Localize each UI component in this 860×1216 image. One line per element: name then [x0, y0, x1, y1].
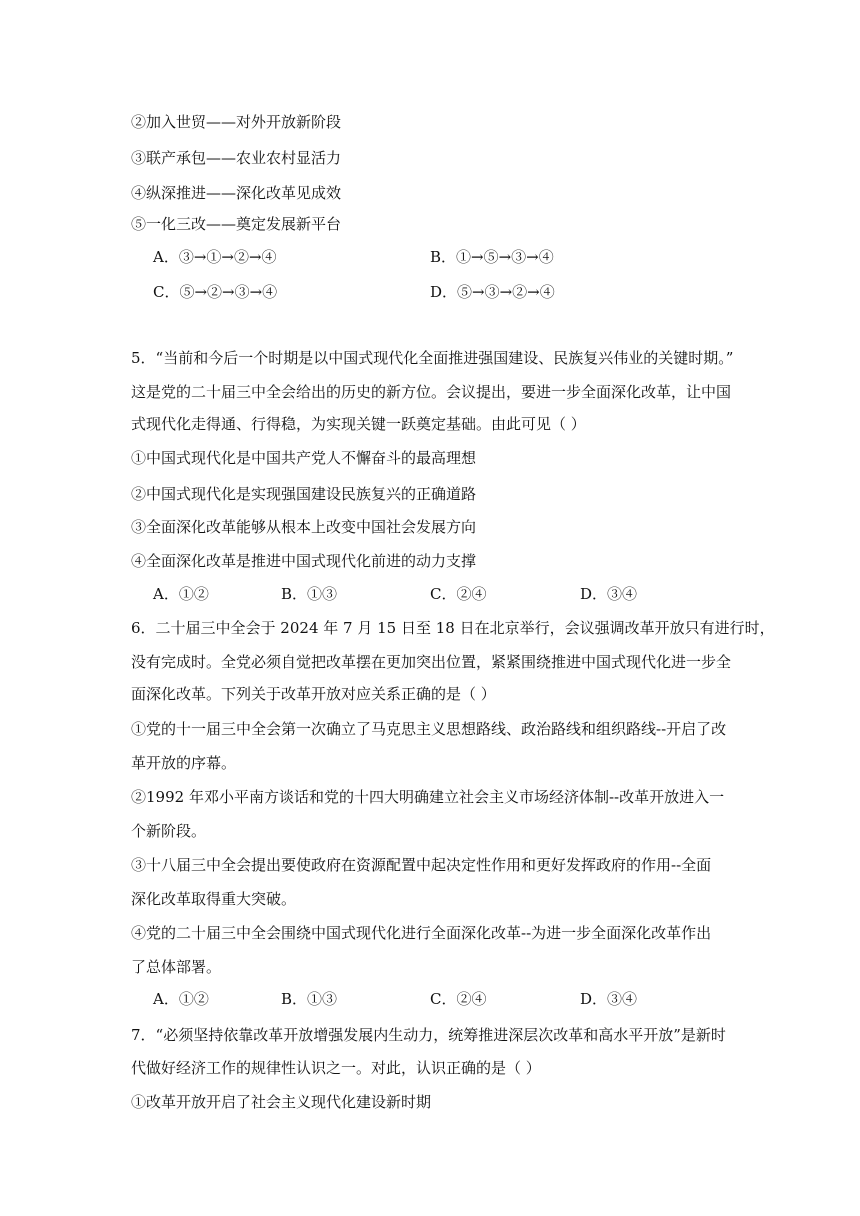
q6-item-4-line-2: 了总体部署。	[131, 958, 222, 976]
q4-option-c[interactable]: C．⑤→②→③→④	[153, 283, 278, 301]
q6-option-a[interactable]: A．①②	[153, 990, 209, 1008]
q5-stem-line-3: 式现代化走得通、行得稳，为实现关键一跃奠定基础。由此可见（ ）	[131, 415, 586, 433]
q6-option-d[interactable]: D．③④	[580, 990, 638, 1008]
q7-stem-line-2: 代做好经济工作的规律性认识之一。对此，认识正确的是（ ）	[131, 1059, 541, 1077]
q6-stem-line-3: 面深化改革。下列关于改革开放对应关系正确的是（ ）	[131, 685, 496, 703]
q6-item-2-line-2: 个新阶段。	[131, 822, 207, 840]
q6-item-4-line-1: ④党的二十届三中全会围绕中国式现代化进行全面深化改革--为进一步全面深化改革作出	[131, 924, 712, 942]
q5-option-a[interactable]: A．①②	[153, 585, 209, 603]
q5-item-2: ②中国式现代化是实现强国建设民族复兴的正确道路	[131, 485, 477, 503]
q5-option-b[interactable]: B．①③	[281, 585, 338, 603]
q6-item-3-line-2: 深化改革取得重大突破。	[131, 890, 297, 908]
q4-option-b[interactable]: B．①→⑤→③→④	[430, 248, 554, 266]
q5-stem-line-2: 这是党的二十届三中全会给出的历史的新方位。会议提出，要进一步全面深化改革，让中国	[131, 383, 732, 401]
q4-item-5: ⑤一化三改——奠定发展新平台	[131, 215, 342, 233]
q5-option-c[interactable]: C．②④	[430, 585, 487, 603]
q7-stem-line-1: 7．“必须坚持依靠改革开放增强发展内生动力，统筹推进深层次改革和高水平开放”是新时	[131, 1026, 726, 1044]
q4-option-d[interactable]: D．⑤→③→②→④	[430, 283, 555, 301]
q5-item-4: ④全面深化改革是推进中国式现代化前进的动力支撑	[131, 552, 477, 570]
q6-stem-line-2: 没有完成时。全党必须自觉把改革摆在更加突出位置，紧紧围绕推进中国式现代化进一步全	[131, 653, 732, 671]
q6-stem-line-1: 6．二十届三中全会于 2024 年 7 月 15 日至 18 日在北京举行，会议强调改革开放只有进行时，	[131, 619, 775, 637]
q6-option-b[interactable]: B．①③	[281, 990, 338, 1008]
q4-item-3: ③联产承包——农业农村显活力	[131, 149, 342, 167]
q7-item-1: ①改革开放开启了社会主义现代化建设新时期	[131, 1093, 432, 1111]
q5-stem-line-1: 5．“当前和今后一个时期是以中国式现代化全面推进强国建设、民族复兴伟业的关键时期。”	[131, 349, 734, 367]
q6-item-3-line-1: ③十八届三中全会提出要使政府在资源配置中起决定性作用和更好发挥政府的作用--全面	[131, 856, 712, 874]
q5-item-3: ③全面深化改革能够从根本上改变中国社会发展方向	[131, 518, 477, 536]
q4-item-2: ②加入世贸——对外开放新阶段	[131, 113, 342, 131]
q6-item-1-line-1: ①党的十一届三中全会第一次确立了马克思主义思想路线、政治路线和组织路线--开启了改	[131, 720, 727, 738]
q6-option-c[interactable]: C．②④	[430, 990, 487, 1008]
q5-option-d[interactable]: D．③④	[580, 585, 638, 603]
q4-item-4: ④纵深推进——深化改革见成效	[131, 184, 342, 202]
q5-item-1: ①中国式现代化是中国共产党人不懈奋斗的最高理想	[131, 449, 477, 467]
q6-item-2-line-1: ②1992 年邓小平南方谈话和党的十四大明确建立社会主义市场经济体制--改革开放进入一	[131, 788, 725, 806]
q6-item-1-line-2: 革开放的序幕。	[131, 754, 237, 772]
q4-option-a[interactable]: A．③→①→②→④	[153, 248, 277, 266]
